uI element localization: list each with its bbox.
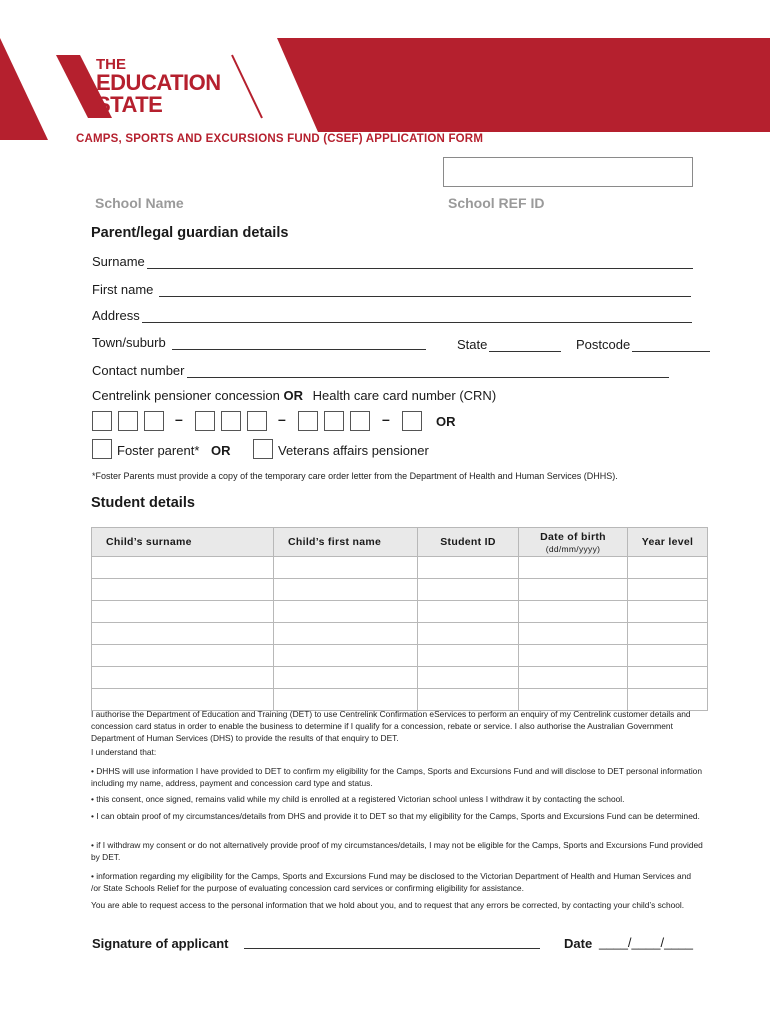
cell-dob[interactable]: [519, 557, 628, 579]
signature-field[interactable]: [244, 936, 540, 949]
crn-box-4[interactable]: [195, 411, 215, 431]
postcode-field[interactable]: [632, 339, 710, 352]
col-year-level: Year level: [628, 528, 708, 557]
col-student-id: [418, 528, 519, 557]
declaration-bullet-2: • this consent, once signed, remains valid while my child is enrolled at a registered Victorian school unless I withdraw it by contacting the school.: [91, 794, 625, 804]
cell-dob[interactable]: [519, 667, 628, 689]
state-row: [457, 337, 561, 352]
cell-year-level[interactable]: [628, 645, 708, 667]
col-dob-label: Date of birth: [540, 530, 606, 543]
table-row: [92, 667, 708, 689]
foster-or: OR: [211, 443, 231, 458]
crn-box-7[interactable]: [298, 411, 318, 431]
veterans-checkbox[interactable]: [253, 439, 273, 459]
crn-box-1[interactable]: [92, 411, 112, 431]
address-field[interactable]: [142, 310, 692, 323]
col-dob-format: (dd/mm/yyyy): [545, 543, 601, 554]
cell-surname[interactable]: [92, 623, 274, 645]
postcode-row: [576, 337, 710, 352]
postcode-label: Postcode: [576, 337, 631, 352]
cell-year-level[interactable]: [628, 557, 708, 579]
cell-surname[interactable]: [92, 557, 274, 579]
foster-note: *Foster Parents must provide a copy of the temporary care order letter from the Department of Health and Human Services (DHHS).: [92, 471, 618, 481]
student-table-header: [92, 528, 708, 557]
table-row: [92, 601, 708, 623]
health-card-label: Health care card number (CRN): [312, 388, 497, 403]
surname-row: [92, 254, 693, 269]
parent-section-heading: Parent/legal guardian details: [91, 225, 289, 241]
table-row: [92, 579, 708, 601]
declaration-bullet-1: • DHHS will use information I have provided to DET to confirm my eligibility for the Camps, Sports and Excursions Fund and will disclose to DET personal information including my name, address, payment and concession card type and status.: [91, 766, 702, 788]
crn-dash-3: –: [382, 411, 390, 427]
surname-label: Surname: [92, 254, 145, 269]
address-row: [92, 308, 692, 323]
first-name-row: [92, 282, 691, 297]
table-row: [92, 623, 708, 645]
state-label: State: [457, 337, 488, 352]
logo-line-state: STATE: [96, 92, 163, 117]
state-field[interactable]: [489, 339, 561, 352]
banner-right-red-shape: [277, 38, 770, 132]
crn-box-10[interactable]: [402, 411, 422, 431]
crn-or: OR: [436, 414, 456, 429]
foster-parent-label: Foster parent*: [117, 443, 200, 458]
signature-label: Signature of applicant: [92, 936, 229, 951]
cell-dob[interactable]: [519, 601, 628, 623]
cell-dob[interactable]: [519, 579, 628, 601]
address-label: Address: [92, 308, 140, 323]
contact-row: [92, 363, 669, 378]
surname-field[interactable]: [147, 256, 693, 269]
logo: [96, 57, 221, 116]
col-student-id-label: Student ID: [440, 536, 496, 548]
cell-surname[interactable]: [92, 645, 274, 667]
crn-box-6[interactable]: [247, 411, 267, 431]
cell-student-id[interactable]: [418, 601, 519, 623]
declaration-bullet-4: • if I withdraw my consent or do not alternatively provide proof of my circumstances/details, I may not be eligible for the Camps, Sports and Excursions Fund provided by DET.: [91, 840, 703, 862]
cell-year-level[interactable]: [628, 623, 708, 645]
veterans-label: Veterans affairs pensioner: [278, 443, 429, 458]
concession-or: OR: [283, 388, 304, 403]
understand-label: I understand that:: [91, 747, 157, 757]
cell-first-name[interactable]: [274, 601, 418, 623]
banner-left-red-shape: [0, 38, 48, 140]
cell-year-level[interactable]: [628, 601, 708, 623]
contact-field[interactable]: [187, 365, 669, 378]
col-dob: [519, 528, 628, 557]
table-row: [92, 645, 708, 667]
school-ref-id-label: School REF ID: [448, 195, 545, 211]
cell-student-id[interactable]: [418, 579, 519, 601]
form-title: CAMPS, SPORTS AND EXCURSIONS FUND (CSEF) APPLICATION FORM: [76, 133, 484, 145]
cell-first-name[interactable]: [274, 557, 418, 579]
col-child-first-name: Child’s first name: [274, 528, 418, 557]
logo-line-the: THE: [96, 56, 126, 73]
date-label: Date: [564, 936, 593, 951]
first-name-field[interactable]: [159, 284, 691, 297]
declaration-paragraph: I authorise the Department of Education and Training (DET) to use Centrelink Confirmation eServices to perform an enquiry of my Centrelink customer details and concession card status in order to enable the business to determine if I qualify for a concession, rebate or service. I also authorise the Australian Government Department of Human Services (DHS) to provide the results of that enquiry to DET.: [91, 709, 691, 743]
concession-line: [92, 388, 496, 403]
town-field[interactable]: [172, 337, 426, 350]
crn-dash-2: –: [278, 411, 286, 427]
table-row: [92, 557, 708, 579]
town-label: Town/suburb: [92, 335, 166, 350]
cell-first-name[interactable]: [274, 645, 418, 667]
cell-year-level[interactable]: [628, 579, 708, 601]
student-section-heading: Student details: [91, 495, 195, 511]
crn-dash-1: –: [175, 411, 183, 427]
cell-surname[interactable]: [92, 667, 274, 689]
declaration-bullet-5: • information regarding my eligibility for the Camps, Sports and Excursions Fund may be disclosed to the Victorian Department of Health and Human Services and /or State Schools Relief for the purpose of evaluating concession card services or confirming eligibility for assistance.: [91, 871, 692, 893]
crn-box-5[interactable]: [221, 411, 241, 431]
crn-box-3[interactable]: [144, 411, 164, 431]
town-row: [92, 335, 426, 350]
cell-first-name[interactable]: [274, 667, 418, 689]
crn-box-2[interactable]: [118, 411, 138, 431]
cell-dob[interactable]: [519, 645, 628, 667]
cell-student-id[interactable]: [418, 667, 519, 689]
contact-label: Contact number: [92, 363, 185, 378]
cell-dob[interactable]: [519, 623, 628, 645]
col-child-surname: Child’s surname: [92, 528, 274, 557]
school-ref-id-field[interactable]: [443, 157, 693, 187]
cell-first-name[interactable]: [274, 623, 418, 645]
cell-student-id[interactable]: [418, 557, 519, 579]
school-name-label: School Name: [95, 195, 184, 211]
foster-parent-label-group: [117, 443, 231, 458]
logo-slash-line: [232, 55, 262, 118]
date-field[interactable]: ____/____/____: [599, 935, 693, 950]
crn-box-8[interactable]: [324, 411, 344, 431]
declaration-bullet-3: • I can obtain proof of my circumstances/details from DHS and provide it to DET so that my eligibility for the Camps, Sports and Excursions Fund can be determined.: [91, 811, 700, 821]
crn-box-9[interactable]: [350, 411, 370, 431]
cell-first-name[interactable]: [274, 579, 418, 601]
cell-year-level[interactable]: [628, 667, 708, 689]
cell-student-id[interactable]: [418, 645, 519, 667]
foster-parent-checkbox[interactable]: [92, 439, 112, 459]
cell-student-id[interactable]: [418, 623, 519, 645]
access-paragraph: You are able to request access to the personal information that we hold about you, and to request that any errors be corrected, by contacting your child’s school.: [91, 900, 685, 910]
cell-surname[interactable]: [92, 601, 274, 623]
cell-surname[interactable]: [92, 579, 274, 601]
centrelink-label: Centrelink pensioner concession: [92, 388, 280, 403]
first-name-label: First name: [92, 282, 154, 297]
student-table: [91, 527, 708, 711]
logo-line-education: EDUCATION: [96, 70, 221, 95]
